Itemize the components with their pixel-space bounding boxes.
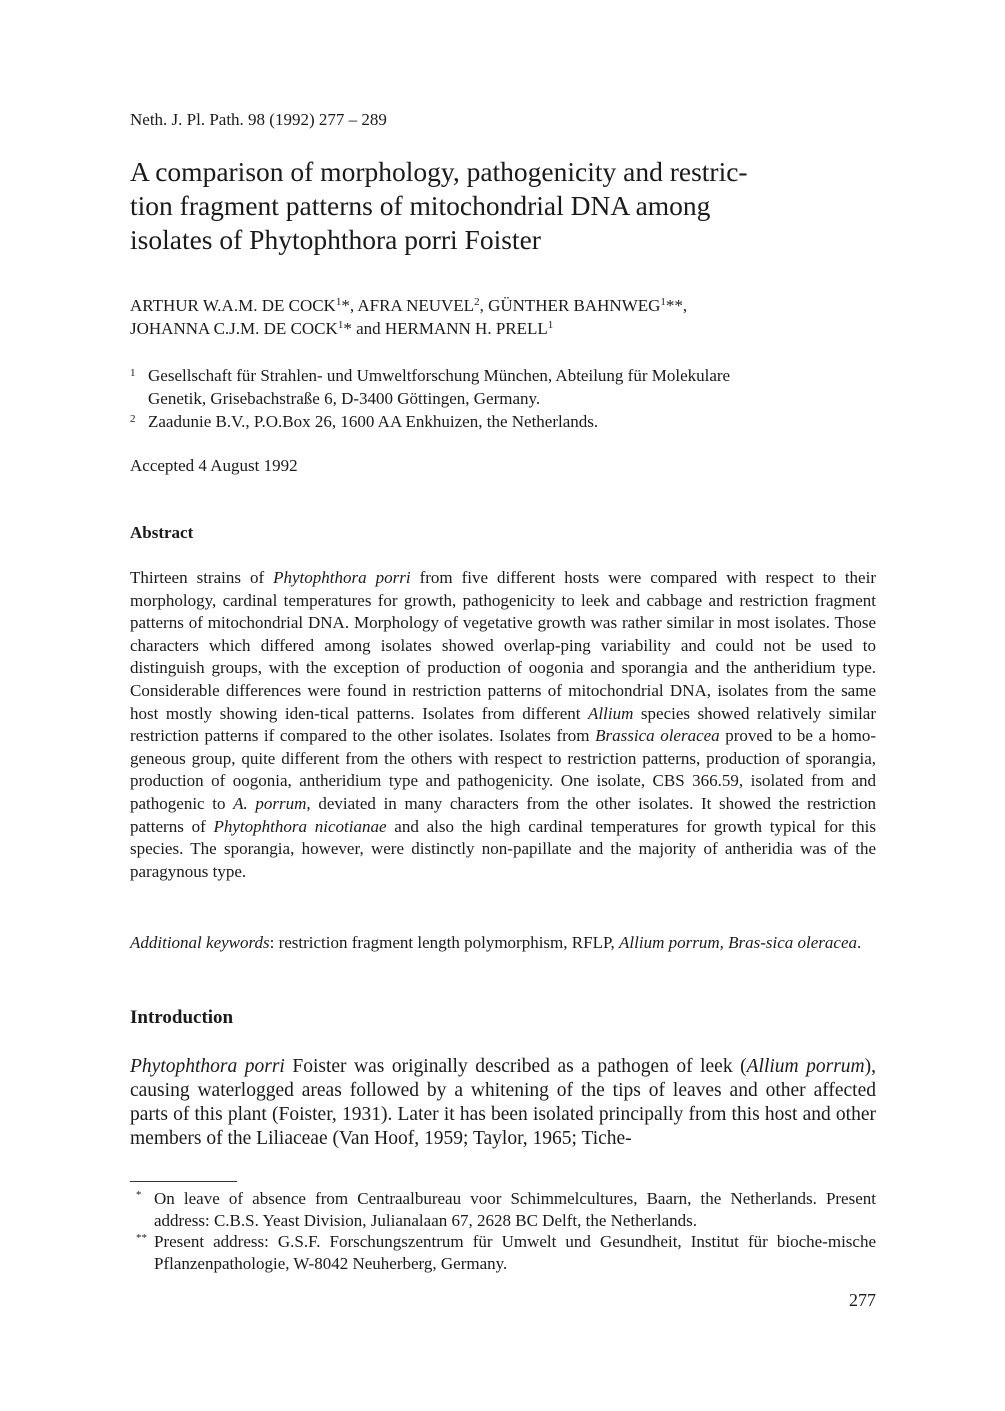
abstract-italic: Phytophthora porri [273, 568, 411, 587]
intro-italic: Phytophthora porri [130, 1056, 285, 1077]
keywords-run: : restriction fragment length polymorphism, RFLP, [269, 933, 620, 952]
title-line: A comparison of morphology, pathogenicity and restric- [130, 156, 748, 187]
author-affil-mark: 1 [335, 296, 342, 308]
introduction-heading: Introduction [130, 1007, 234, 1028]
author-suffix: , [479, 296, 484, 315]
abstract-italic: Brassica oleracea [595, 726, 720, 746]
accepted-date: Accepted 4 August 1992 [130, 456, 298, 475]
author-affil-mark: 1 [547, 319, 554, 331]
affiliations [130, 364, 876, 433]
keywords [130, 932, 876, 955]
affiliation-mark: 1 [130, 367, 136, 379]
abstract-run: species showed relatively similar restriction patterns if compared to the other isolates. Isolates from [130, 703, 877, 746]
author-affil-mark: 2 [474, 296, 480, 308]
author-suffix: * and [343, 319, 381, 338]
author-affil-mark: 1 [660, 296, 666, 308]
affiliation [130, 364, 876, 410]
abstract-run: , deviated in many characters from the other isolates. It showed the restriction patterns of [130, 793, 876, 836]
intro-run: Foister was originally described as a pathogen of leek ( [284, 1056, 747, 1077]
abstract-heading: Abstract [130, 523, 194, 542]
title-line: isolates of Phytophthora porri Foister [130, 224, 541, 255]
affiliation-line: Genetik, Grisebachstraße 6, D-3400 Göttingen, Germany. [148, 389, 541, 408]
author-name: JOHANNA C.J.M. DE COCK [130, 319, 338, 338]
abstract-run: Thirteen strains of [130, 568, 274, 587]
journal-citation: Neth. J. Pl. Path. 98 (1992) 277 – 289 [130, 110, 387, 129]
affiliation-mark: 2 [130, 413, 136, 425]
affiliation-line: Gesellschaft für Strahlen- und Umweltforschung München, Abteilung für Molekulare [148, 366, 731, 385]
author-name: ARTHUR W.A.M. DE COCK [130, 296, 336, 315]
affiliation [130, 410, 876, 433]
abstract-italic: Phytophthora nicotianae [213, 816, 387, 836]
footnote-text: Present address: G.S.F. Forschungszentrum für Umwelt und Gesundheit, Institut für bioche-mische Pflanzenpathologie, W-8042 Neuherberg, Germany. [154, 1232, 876, 1273]
paper-title [130, 155, 876, 257]
author-affil-mark: 1 [337, 319, 344, 331]
author-suffix: **, [665, 296, 688, 315]
keywords-run: . [857, 933, 862, 952]
intro-italic: Allium porrum [746, 1056, 865, 1077]
abstract-run: and also the high cardinal temperatures for growth typical for this species. The sporangia, however, were distinctly non-papillate and the majority of antheridia was of the paragynous type. [130, 816, 876, 881]
intro-run: ), causing waterlogged areas followed by a whitening of the tips of leaves and other affected parts of this plant (Foister, 1931). Later it has been isolated principally from this host and other members of the Liliaceae (Van Hoof, 1959; Taylor, 1965; Tiche- [130, 1056, 877, 1149]
keywords-italic: Allium porrum, Bras-sica oleracea [619, 933, 858, 952]
author-list [130, 294, 876, 340]
abstract-run: from five different hosts were compared with respect to their morphology, cardinal temperatures for growth, pathogenicity to leek and cabbage and restriction fragment patterns of mitochondrial DNA. Morphology of vegetative growth was rather similar in most isolates. Those characters which differed among isolates showed overlap-ping variability and could not be used to distinguish groups, with the exception of production of oogonia and sporangia and the antheridium type. Considerable differences were found in restriction patterns of mitochondrial DNA, isolates from the same host mostly showing iden-tical patterns. Isolates from different [130, 568, 876, 723]
abstract-text [130, 567, 876, 883]
abstract-run: proved to be a homo-geneous group, quite different from the others with respect to restriction patterns, production of sporangia, production of oogonia, antheridium type and pathogenicity. One isolate, CBS 366.59, isolated from and pathogenic to [130, 726, 876, 813]
footnote [130, 1231, 876, 1274]
author-name: GÜNTHER BAHNWEG [488, 296, 661, 315]
affiliation-line: Zaadunie B.V., P.O.Box 26, 1600 AA Enkhuizen, the Netherlands. [148, 412, 599, 431]
author-name: HERMANN H. PRELL [384, 319, 548, 338]
title-line: tion fragment patterns of mitochondrial DNA among [130, 190, 711, 221]
abstract-italic: Allium [588, 703, 634, 723]
introduction-text [130, 1055, 876, 1151]
footnote [130, 1188, 876, 1231]
footnote-mark: ** [136, 1232, 147, 1244]
page-number: 277 [849, 1290, 876, 1310]
footnote-text: On leave of absence from Centraalbureau voor Schimmelcultures, Baarn, the Netherlands. Present address: C.B.S. Yeast Division, Julianalaan 67, 2628 BC Delft, the Netherlands. [154, 1189, 876, 1230]
footnotes [130, 1188, 876, 1274]
abstract-italic: A. porrum [233, 793, 307, 813]
footnote-mark: * [136, 1189, 142, 1201]
author-suffix: *, [341, 296, 355, 315]
footnote-divider [130, 1181, 237, 1182]
keywords-label: Additional keywords [130, 933, 270, 952]
author-name: AFRA NEUVEL [357, 296, 475, 315]
